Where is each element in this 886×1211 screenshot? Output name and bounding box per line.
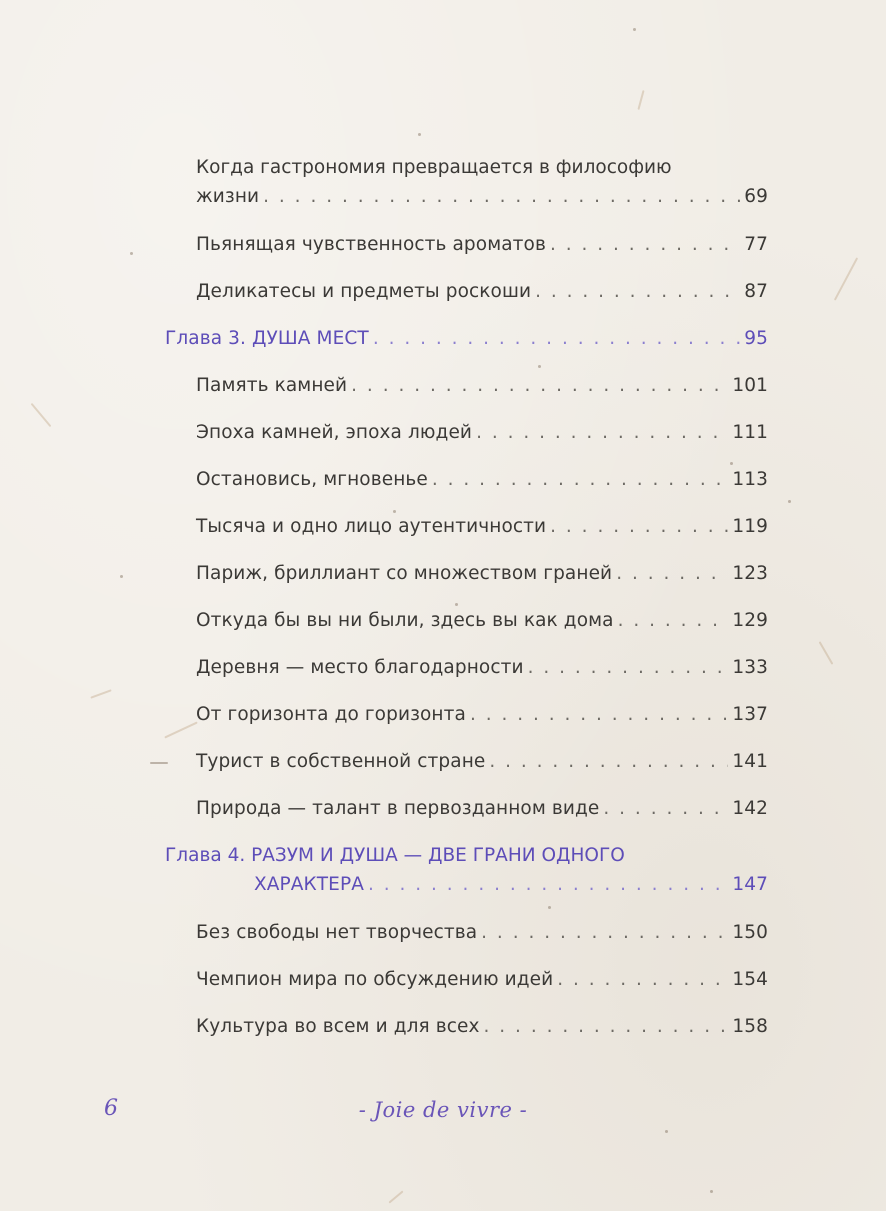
dot-leader bbox=[603, 798, 728, 819]
toc-entry[interactable] bbox=[196, 922, 768, 943]
toc-entry-label: Пьянящая чувственность ароматов bbox=[196, 234, 546, 255]
toc-page-number: 101 bbox=[732, 375, 768, 396]
dot-leader bbox=[470, 704, 728, 725]
toc-entry[interactable] bbox=[196, 516, 768, 537]
toc-page-number: 119 bbox=[732, 516, 768, 537]
dot-leader bbox=[432, 469, 728, 490]
toc-page-number: 77 bbox=[744, 234, 768, 255]
toc-page-number: 113 bbox=[732, 469, 768, 490]
toc-page-number: 111 bbox=[732, 422, 768, 443]
toc-entry[interactable] bbox=[196, 969, 768, 990]
toc-entry-title-line: Когда гастрономия превращается в философию bbox=[196, 157, 672, 178]
dot-leader bbox=[489, 751, 728, 772]
dot-leader bbox=[550, 516, 728, 537]
dot-leader bbox=[263, 186, 740, 207]
toc-entry-label: От горизонта до горизонта bbox=[196, 704, 466, 725]
toc-chapter-entry[interactable] bbox=[165, 328, 768, 349]
toc-entry[interactable] bbox=[196, 704, 768, 725]
dot-leader bbox=[368, 874, 728, 895]
toc-chapter-label: ХАРАКТЕРА bbox=[254, 874, 364, 895]
running-footer-title: - Joie de vivre - bbox=[358, 1098, 528, 1122]
toc-page-number: 87 bbox=[744, 281, 768, 302]
toc-page-number: 69 bbox=[744, 186, 768, 207]
toc-entry[interactable] bbox=[196, 281, 768, 302]
dot-leader bbox=[528, 657, 729, 678]
toc-entry-label: Остановись, мгновенье bbox=[196, 469, 428, 490]
dot-leader bbox=[616, 563, 728, 584]
toc-entry[interactable] bbox=[196, 1016, 768, 1037]
toc-page-number: 142 bbox=[732, 798, 768, 819]
toc-chapter-entry[interactable] bbox=[254, 874, 768, 895]
toc-entry[interactable] bbox=[196, 657, 768, 678]
toc-entry-label: Без свободы нет творчества bbox=[196, 922, 478, 943]
dot-leader bbox=[481, 922, 728, 943]
toc-entry[interactable] bbox=[196, 234, 768, 255]
toc-entry-label: Природа — талант в первозданном виде bbox=[196, 798, 600, 819]
toc-page-number: 137 bbox=[732, 704, 768, 725]
dot-leader bbox=[373, 328, 740, 349]
toc-entry[interactable] bbox=[196, 422, 768, 443]
toc-entry[interactable] bbox=[196, 375, 768, 396]
toc-entry[interactable] bbox=[196, 610, 768, 631]
toc-entry[interactable] bbox=[196, 798, 768, 819]
toc-page-number: 158 bbox=[732, 1016, 768, 1037]
toc-entry-label: Культура во всем и для всех bbox=[196, 1016, 480, 1037]
toc-entry-label: Турист в собственной стране bbox=[196, 751, 486, 772]
toc-page-number: 154 bbox=[732, 969, 768, 990]
toc-page-number: 95 bbox=[744, 328, 768, 349]
toc-entry-label: Эпоха камней, эпоха людей bbox=[196, 422, 473, 443]
dot-leader bbox=[557, 969, 728, 990]
page-number: 6 bbox=[104, 1096, 118, 1121]
toc-entry[interactable] bbox=[196, 186, 768, 207]
toc-entry-label: Память камней bbox=[196, 375, 348, 396]
toc-entry[interactable] bbox=[196, 469, 768, 490]
dot-leader bbox=[476, 422, 728, 443]
dot-leader bbox=[351, 375, 728, 396]
toc-entry-label: жизни bbox=[196, 186, 260, 207]
toc-chapter-title-line: Глава 4. РАЗУМ И ДУША — ДВЕ ГРАНИ ОДНОГО bbox=[165, 845, 625, 866]
toc-entry-label: Чемпион мира по обсуждению идей bbox=[196, 969, 554, 990]
toc-entry[interactable] bbox=[196, 751, 768, 772]
toc-page-number: 129 bbox=[732, 610, 768, 631]
toc-page-number: 133 bbox=[732, 657, 768, 678]
dot-leader bbox=[618, 610, 729, 631]
toc-entry-label: Тысяча и одно лицо аутентичности bbox=[196, 516, 547, 537]
toc-entry-label: Деликатесы и предметы роскоши bbox=[196, 281, 532, 302]
toc-entry-label: Париж, бриллиант со множеством граней bbox=[196, 563, 613, 584]
toc-page-number: 147 bbox=[732, 874, 768, 895]
toc-page-number: 150 bbox=[732, 922, 768, 943]
toc-entry[interactable] bbox=[196, 563, 768, 584]
toc-entry-label: Деревня — место благодарности bbox=[196, 657, 524, 678]
toc-page-number: 123 bbox=[732, 563, 768, 584]
dot-leader bbox=[550, 234, 740, 255]
toc-chapter-label: Глава 3. ДУША МЕСТ bbox=[165, 328, 369, 349]
dot-leader bbox=[535, 281, 740, 302]
toc-entry-label: Откуда бы вы ни были, здесь вы как дома bbox=[196, 610, 614, 631]
dot-leader bbox=[484, 1016, 729, 1037]
toc-page-number: 141 bbox=[732, 751, 768, 772]
